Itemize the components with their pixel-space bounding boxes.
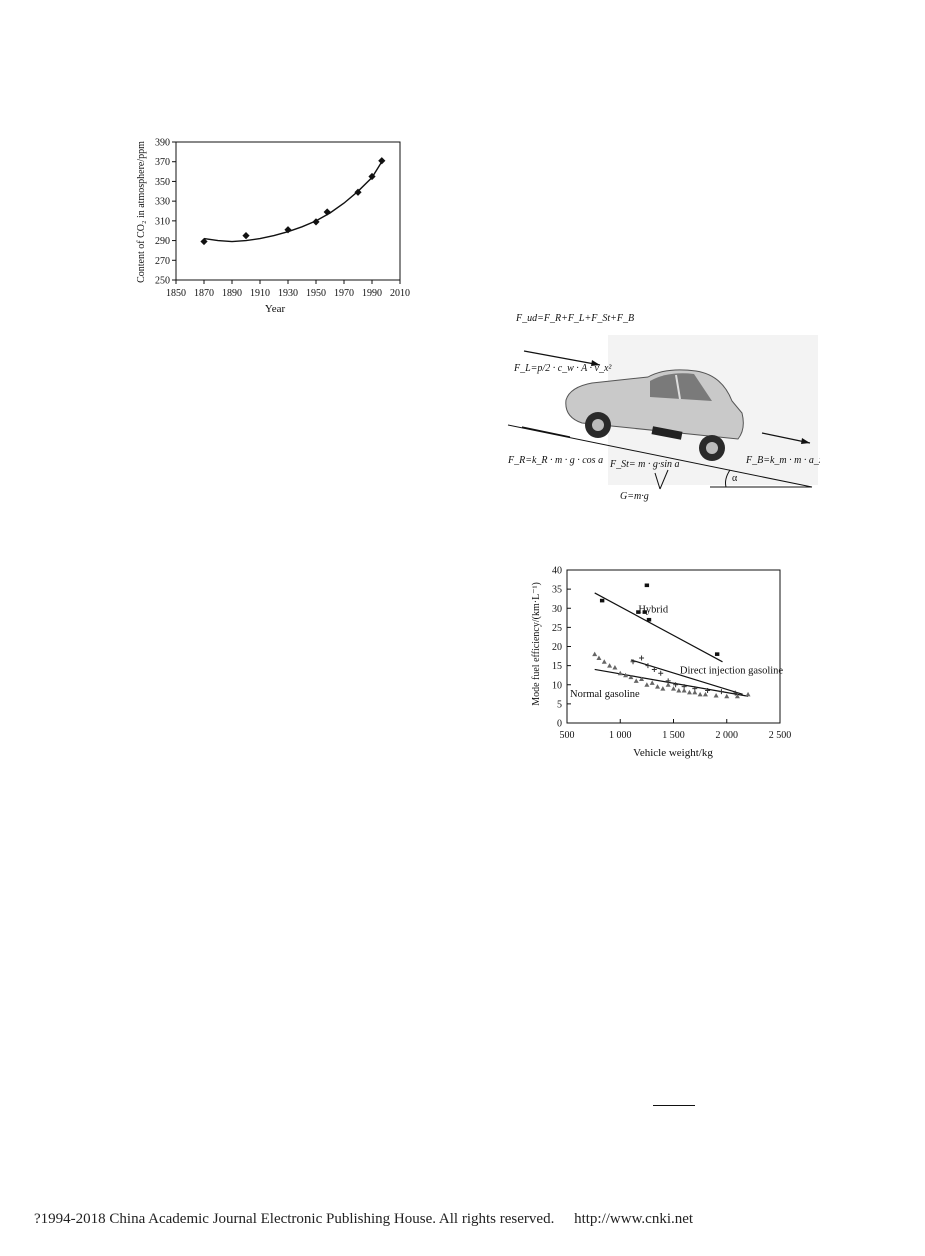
fuel-y-axis-label: Mode fuel efficiency/(km·L⁻¹): [531, 582, 542, 706]
fuel-x-tick-label: 2 000: [715, 730, 738, 741]
fuel-y-tick-label: 10: [552, 680, 562, 692]
force-diagram-svg: [500, 305, 820, 520]
fuel-y-tick-label: 20: [552, 642, 562, 653]
co2-x-axis-label: Year: [264, 303, 286, 315]
fuel-chart-svg: [525, 560, 800, 765]
angle-label: α: [732, 473, 738, 484]
co2-x-tick-label: 1850: [166, 288, 186, 299]
weight-label: G=m·g: [620, 491, 649, 502]
fuel-point-normal: [650, 680, 655, 685]
fuel-x-tick-label: 2 500: [768, 730, 792, 741]
page-footer: [34, 1211, 894, 1228]
co2-x-tick-label: 1870: [194, 288, 214, 299]
fuel-point-normal: [746, 692, 751, 697]
fuel-point-normal: [602, 659, 607, 664]
co2-y-axis-label: Content of CO₂ in atmosphere/ppm: [136, 141, 147, 283]
fuel-point-normal: [676, 688, 681, 693]
fuel-y-tick-label: 0: [557, 718, 562, 730]
accel-force-label: F_B=k_m · m · a_x: [746, 455, 820, 466]
fuel-x-tick-label: 1 000: [609, 730, 632, 741]
roll-force-label: F_R=k_R · m · g · cos a: [508, 455, 604, 466]
co2-data-point: [378, 157, 385, 164]
vehicle-force-diagram: [500, 305, 820, 520]
fuel-x-axis-label: Vehicle weight/kg: [633, 747, 713, 759]
co2-chart: [130, 130, 410, 330]
fuel-y-tick-label: 5: [557, 699, 562, 711]
air-force-label: F_L=p/2 · c_w · A · v_x²: [514, 363, 612, 374]
normal-gasoline-label: Normal gasoline: [570, 689, 640, 701]
fuel-point-normal: [698, 692, 703, 697]
footer-url-link[interactable]: http://www.cnki.net: [574, 1211, 694, 1227]
fuel-point-direct-injection: [645, 663, 650, 668]
fuel-point-direct-injection: [658, 671, 663, 676]
total-force-equation: F_ud=F_R+F_L+F_St+F_B: [516, 313, 635, 324]
fuel-point-normal: [592, 652, 597, 657]
roll-force-arrow: [522, 427, 570, 437]
co2-y-tick-label: 310: [155, 216, 170, 228]
fuel-point-hybrid: [645, 584, 649, 588]
fuel-point-normal: [724, 694, 729, 699]
co2-x-tick-label: 1990: [362, 288, 382, 299]
fuel-point-hybrid: [647, 618, 651, 622]
co2-data-point: [242, 232, 249, 239]
co2-x-tick-label: 1950: [306, 288, 326, 299]
fuel-x-tick-label: 500: [559, 730, 575, 741]
co2-y-tick-label: 370: [155, 157, 170, 169]
fuel-point-normal: [714, 693, 719, 698]
co2-x-tick-label: 1970: [334, 288, 354, 299]
fuel-point-normal: [596, 655, 601, 660]
co2-chart-svg: [130, 130, 410, 330]
hybrid-label: Hybrid: [638, 604, 669, 616]
co2-trend-line: [204, 162, 382, 242]
fuel-point-normal: [692, 690, 697, 695]
fuel-point-hybrid: [600, 599, 604, 603]
co2-data-point: [324, 208, 331, 215]
fuel-point-direct-injection: [639, 655, 644, 660]
copyright-text: ?1994-2018 China Academic Journal Electronic Publishing House. All rights reserved.: [34, 1211, 555, 1227]
fuel-point-normal: [634, 678, 639, 683]
slope-force-label: F_St= m · g·sin a: [610, 459, 680, 470]
fuel-y-tick-label: 40: [552, 565, 562, 577]
fuel-point-normal: [687, 690, 692, 695]
fuel-point-normal: [612, 665, 617, 670]
fuel-efficiency-chart: [525, 560, 800, 765]
fuel-point-normal: [644, 682, 649, 687]
fuel-point-normal: [655, 684, 660, 689]
fuel-y-tick-label: 30: [552, 603, 562, 615]
fuel-y-tick-label: 25: [552, 622, 562, 634]
fuel-x-tick-label: 1 500: [662, 730, 685, 741]
co2-y-tick-label: 290: [155, 236, 170, 248]
fuel-y-tick-label: 15: [552, 661, 562, 673]
footnote-rule: [653, 1105, 695, 1106]
direct-injection-label: Direct injection gasoline: [679, 665, 784, 677]
fuel-point-direct-injection: [719, 689, 724, 694]
co2-y-tick-label: 330: [155, 196, 170, 208]
co2-y-tick-label: 270: [155, 255, 170, 267]
fuel-point-normal: [607, 663, 612, 668]
co2-x-tick-label: 1930: [278, 288, 298, 299]
co2-y-tick-label: 250: [155, 275, 170, 287]
co2-y-tick-label: 390: [155, 137, 170, 149]
fuel-point-normal: [660, 686, 665, 691]
co2-x-tick-label: 1910: [250, 288, 270, 299]
fuel-point-normal: [682, 688, 687, 693]
co2-y-tick-label: 350: [155, 176, 170, 188]
co2-plot-frame: [176, 142, 400, 280]
co2-x-tick-label: 2010: [390, 288, 410, 299]
fuel-y-tick-label: 35: [552, 584, 562, 596]
co2-x-tick-label: 1890: [222, 288, 242, 299]
fuel-point-hybrid: [715, 652, 719, 656]
